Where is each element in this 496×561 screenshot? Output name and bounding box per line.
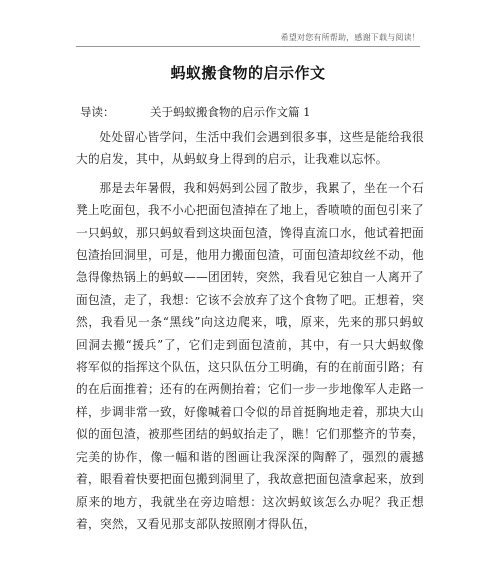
- paragraph: 处处留心皆学问，生活中我们会遇到很多事，这些是能给我很大的启发，其中，从蚂蚁身上得到的启示，让我难以忘怀。: [76, 130, 424, 167]
- page-header: [0, 0, 496, 48]
- document-title: 蚂蚁搬食物的启示作文: [170, 64, 326, 82]
- article-body: [76, 126, 424, 535]
- paragraph: 那是去年暑假，我和妈妈到公园了散步，我累了，坐在一个石凳上吃面包，我不小心把面包渣掉在了地上，香喷喷的面包引来了一只蚂蚁，那只蚂蚁看到这块面包渣，馋得直流口水，他试着把面包渣抬回洞里，可是，他用力搬面包渣，可面包渣却纹丝不动，他急得像热锅上的蚂蚁——团团转，突然，我看见它独自一人离开了面包渣，走了，我想：它该不会放弃了这个食物了吧。正想着，突然，我看见一条“黑线”向这边爬来，哦，原来，先来的那只蚂蚁回洞去搬“援兵”了，它们走到面包渣前，其中，有一只大蚂蚁像将军似的指挥这个队伍，这只队伍分工明确，有的在前面引路；有的在后面推着；还有的在两侧抬着；它们一步一步地像军人走路一样，步调非常一致，好像喊着口令似的昂首挺胸地走着，那块大山似的面包渣，被那些团结的蚂蚁抬走了，瞧！它们那整齐的节奏，完美的协作，像一幅和谐的图画让我深深的陶醉了，强烈的震撼着，眼看着快要把面包搬到洞里了，我故意把面包渣拿起来，放到原来的地方，我就坐在旁边暗想：这次蚂蚁该怎么办呢？我正想着，突然，又看见那支部队按照刚才得队伍，: [76, 180, 424, 531]
- guide-text: 关于蚂蚁搬食物的启示作文篇 1: [150, 105, 311, 119]
- guide-label: 导读：: [80, 105, 115, 119]
- header-rule: [76, 46, 420, 47]
- guide-line: [76, 104, 436, 120]
- header-note: 希望对您有所帮助，感谢下载与阅读！: [280, 33, 420, 42]
